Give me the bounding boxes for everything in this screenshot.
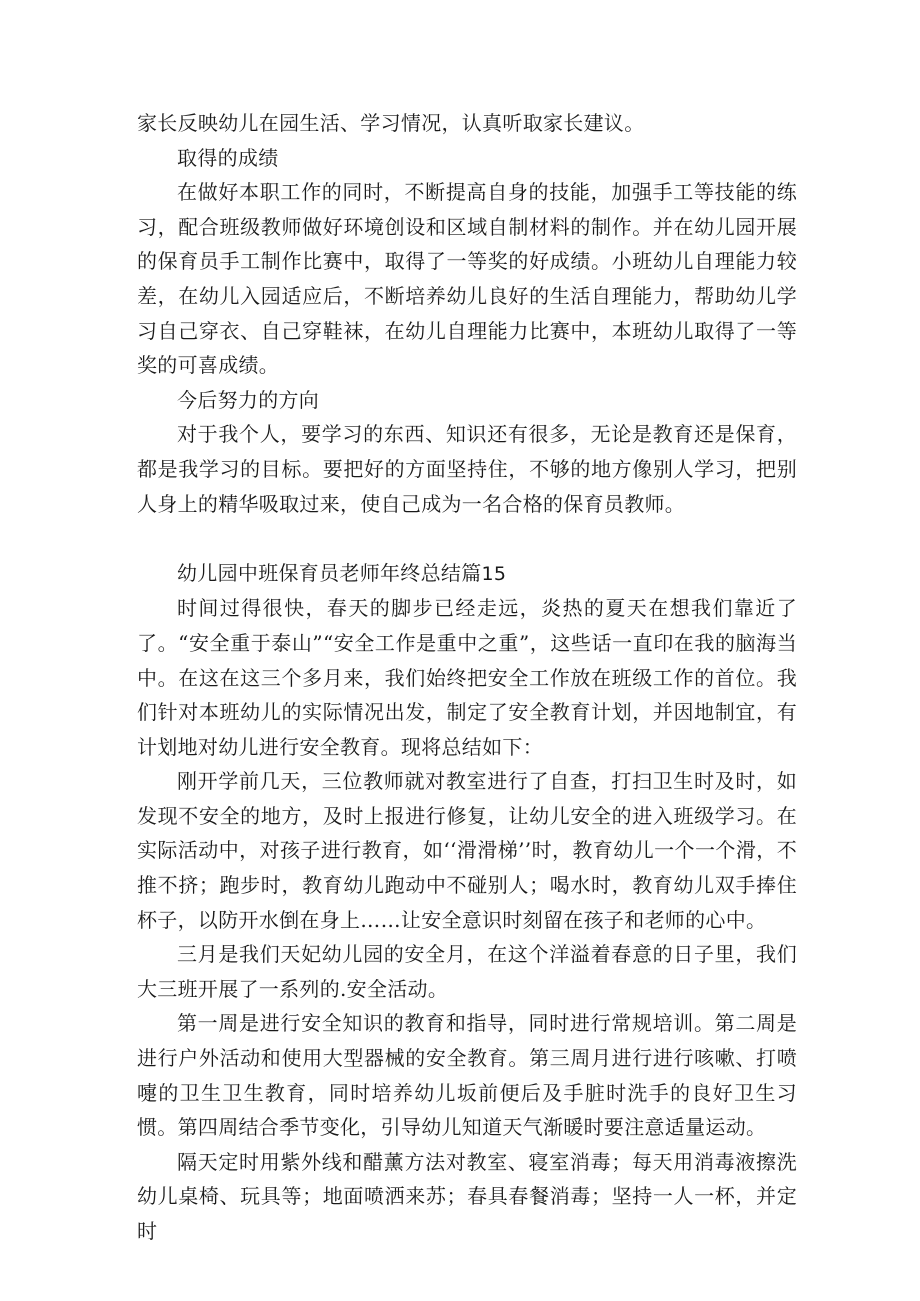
paragraph-continued: 家长反映幼儿在园生活、学习情况，认真听取家长建议。 <box>137 111 645 135</box>
paragraph-achievements: 在做好本职工作的同时，不断提高自身的技能，加强手工等技能的练习，配合班级教师做好环境创设和区域自制材料的制作。并在幼儿园开展的保育员手工制作比赛中，取得了一等奖的好成绩。小班幼儿自理能力较差，在幼儿入园适应后，不断培养幼儿良好的生活自理能力，帮助幼儿学习自己穿衣、自己穿鞋袜，在幼儿自理能力比赛中，本班幼儿取得了一等奖的可喜成绩。 <box>137 180 797 378</box>
paragraph-disinfection: 隔天定时用紫外线和醋薰方法对教室、寝室消毒；每天用消毒液擦洗幼儿桌椅、玩具等；地面喷洒来苏；春具春餐消毒；坚持一人一杯，并定时 <box>137 1149 797 1243</box>
section-title-number: 15 <box>481 562 507 585</box>
section-title-text: 幼儿园中班保育员老师年终总结篇 <box>177 560 482 585</box>
paragraph-future-direction: 对于我个人，要学习的东西、知识还有很多，无论是教育还是保育，都是我学习的目标。要把好的方面坚持住，不够的地方像别人学习，把别人身上的精华吸取过来，使自己成为一名合格的保育员教师。 <box>137 422 797 516</box>
section-title <box>137 556 797 592</box>
paragraph-weekly-plan: 第一周是进行安全知识的教育和指导，同时进行常规培训。第二周是进行户外活动和使用大型器械的安全教育。第三周月进行进行咳嗽、打喷嚏的卫生卫生教育，同时培养幼儿坂前便后及手脏时洗手的良好卫生习惯。第四周结合季节变化，引导幼儿知道天气渐暖时要注意适量运动。 <box>137 1011 797 1140</box>
paragraph-intro: 时间过得很快，春天的脚步已经走远，炎热的夏天在想我们靠近了了。“安全重于泰山”“安全工作是重中之重”，这些话一直印在我的脑海当中。在这在这三个多月来，我们始终把安全工作放在班级工作的首位。我们针对本班幼儿的实际情况出发，制定了安全教育计划，并因地制宜，有计划地对幼儿进行安全教育。现将总结如下： <box>137 596 797 759</box>
subheading-future-direction: 今后努力的方向 <box>177 387 320 412</box>
subheading-achievements: 取得的成绩 <box>177 145 279 170</box>
document-body <box>137 106 797 1249</box>
section-spacer <box>137 521 797 556</box>
paragraph-safety-month: 三月是我们天妃幼儿园的安全月，在这个洋溢着春意的日子里，我们大三班开展了一系列的.安全活动。 <box>137 942 797 1001</box>
paragraph-self-check: 刚开学前几天，三位教师就对教室进行了自查，打扫卫生时及时，如发现不安全的地方，及时上报进行修复，让幼儿安全的进入班级学习。在实际活动中，对孩子进行教育，如‘‘滑滑梯’’时，教育幼儿一个一个滑，不推不挤；跑步时，教育幼儿跑动中不碰别人；喝水时，教育幼儿双手捧住杯子，以防开水倒在身上……让安全意识时刻留在孩子和老师的心中。 <box>137 769 797 932</box>
